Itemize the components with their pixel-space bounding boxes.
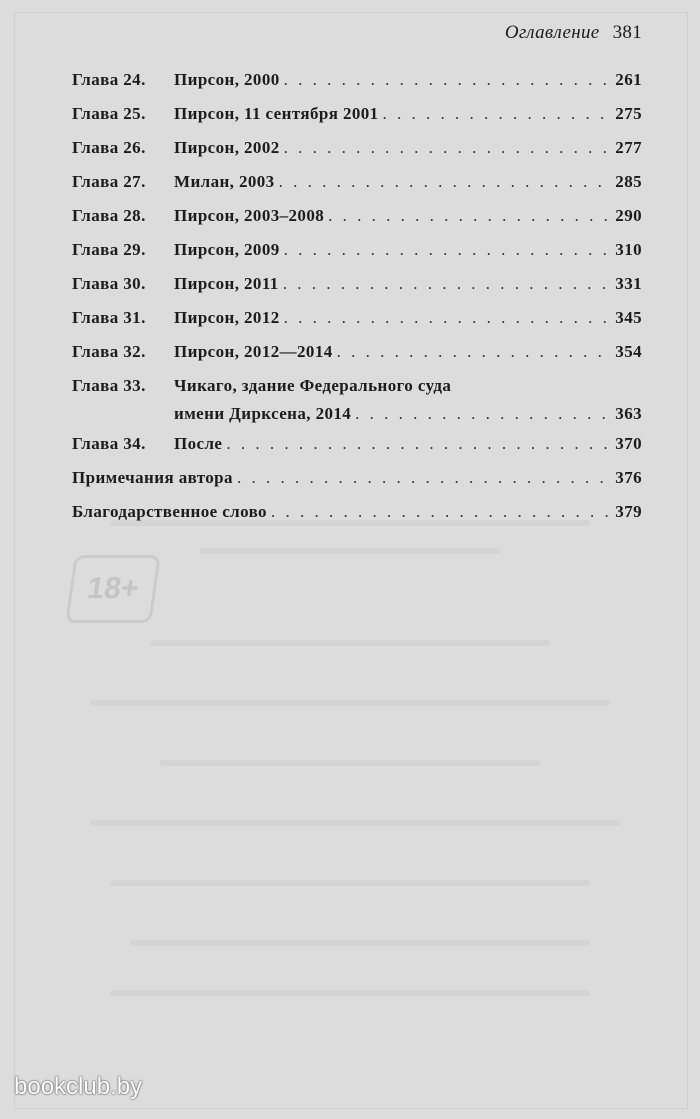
dot-leader [355,404,611,424]
chapter-label: Глава 30. [72,274,146,293]
dot-leader [328,206,611,226]
chapter-page: 277 [615,138,642,157]
show-through-line [200,548,500,554]
dot-leader [383,104,612,124]
chapter-page: 370 [615,434,642,453]
chapter-title-line2: имени Дирксена, 2014 [174,404,352,423]
watermark-text: bookclub.by [14,1073,143,1100]
dot-leader [283,274,612,294]
chapter-label: Глава 34. [72,434,146,453]
dot-leader [284,70,612,90]
toc-entry [72,502,642,536]
chapter-title-line1: Чикаго, здание Федерального суда [174,376,452,395]
age-rating-badge: 18+ [65,555,161,623]
toc-entry [72,342,642,376]
show-through-line [110,880,590,886]
chapter-page: 310 [615,240,642,259]
chapter-page: 331 [615,274,642,293]
chapter-page: 290 [615,206,642,225]
chapter-title: Пирсон, 2012—2014 [174,342,333,361]
show-through-line [90,820,620,826]
chapter-label: Глава 32. [72,342,146,361]
chapter-title: Пирсон, 2000 [174,70,280,89]
dot-leader [284,240,612,260]
toc-entry [72,308,642,342]
toc-entry [72,206,642,240]
toc-entry [72,434,642,468]
toc-entry [72,172,642,206]
chapter-title: Пирсон, 2011 [174,274,279,293]
chapter-label: Глава 24. [72,70,146,89]
header-page-number: 381 [612,22,642,43]
dot-leader [284,138,612,158]
show-through-line [130,940,590,946]
chapter-page: 354 [615,342,642,361]
show-through-line [150,640,550,646]
chapter-title: Пирсон, 2003–2008 [174,206,325,225]
header-title: Оглавление [504,22,600,43]
section-page: 379 [615,502,642,521]
section-page: 376 [615,468,642,487]
dot-leader [337,342,612,362]
dot-leader [271,502,611,522]
toc-entry [72,104,642,138]
chapter-label: Глава 31. [72,308,146,327]
chapter-title: Пирсон, 2002 [174,138,280,157]
chapter-label: Глава 27. [72,172,146,191]
chapter-label: Глава 25. [72,104,146,123]
toc-entry [72,274,642,308]
chapter-page: 275 [615,104,642,123]
chapter-label: Глава 26. [72,138,146,157]
dot-leader [279,172,612,192]
chapter-title: Милан, 2003 [174,172,275,191]
show-through-line [90,700,610,706]
dot-leader [284,308,612,328]
toc-entry [72,240,642,274]
chapter-title: Пирсон, 2009 [174,240,280,259]
section-title: Благодарственное слово [72,502,267,521]
chapter-page: 363 [615,404,642,423]
show-through-line [160,760,540,766]
chapter-page: 345 [615,308,642,327]
chapter-label: Глава 33. [72,376,146,395]
toc-entry [72,376,642,434]
running-header [505,22,642,44]
chapter-label: Глава 29. [72,240,146,259]
dot-leader [237,468,611,488]
chapter-title: Пирсон, 2012 [174,308,280,327]
show-through-line [110,990,590,996]
chapter-label: Глава 28. [72,206,146,225]
toc-entry [72,70,642,104]
toc-entry [72,138,642,172]
chapter-page: 285 [615,172,642,191]
chapter-page: 261 [615,70,642,89]
dot-leader [226,434,611,454]
chapter-title: Пирсон, 11 сентября 2001 [174,104,379,123]
chapter-title: После [174,434,223,453]
toc-entry [72,468,642,502]
section-title: Примечания автора [72,468,233,487]
table-of-contents [72,70,642,536]
